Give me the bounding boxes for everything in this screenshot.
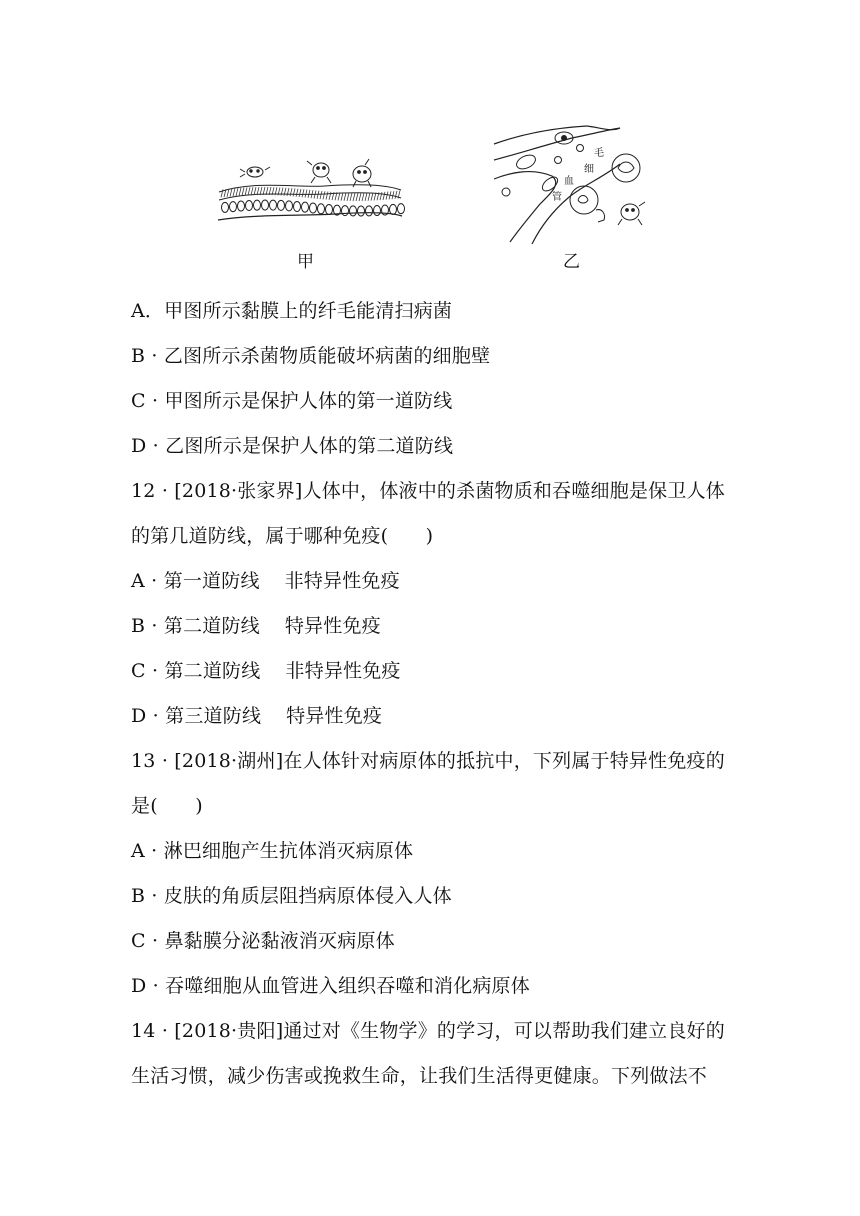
q12-option-b: B · 第二道防线 特异性免疫	[131, 615, 381, 637]
q11-option-c: C · 甲图所示是保护人体的第一道防线	[131, 390, 453, 412]
q12-option-d: D · 第三道防线 特异性免疫	[131, 705, 383, 727]
figure-label-yi: 乙	[563, 252, 580, 272]
q11-option-d: D · 乙图所示是保护人体的第二道防线	[131, 435, 454, 457]
q11-option-a: A．甲图所示黏膜上的纤毛能清扫病菌	[131, 300, 453, 322]
vessel-char-3: 血	[564, 176, 574, 187]
figure-mucosa-cilia	[215, 150, 405, 230]
q13-option-a: A · 淋巴细胞产生抗体消灭病原体	[131, 840, 414, 862]
q12-stem-line2: 的第几道防线，属于哪种免疫( )	[131, 525, 434, 547]
q12-option-a: A · 第一道防线 非特异性免疫	[131, 570, 400, 592]
q14-stem-line2: 生活习惯，减少伤害或挽救生命，让我们生活得更健康。下列做法不	[131, 1065, 708, 1087]
q13-option-b: B · 皮肤的角质层阻挡病原体侵入人体	[131, 885, 452, 907]
q14-stem-line1: 14 · [2018·贵阳]通过对《生物学》的学习，可以帮助我们建立良好的	[131, 1020, 725, 1042]
figure-capillary-phagocytes	[492, 124, 652, 246]
q13-option-d: D · 吞噬细胞从血管进入组织吞噬和消化病原体	[131, 975, 530, 997]
q11-option-b: B · 乙图所示杀菌物质能破坏病菌的细胞壁	[131, 345, 491, 367]
q13-stem-line1: 13 · [2018·湖州]在人体针对病原体的抵抗中，下列属于特异性免疫的	[131, 750, 725, 772]
q12-stem-line1: 12 · [2018·张家界]人体中，体液中的杀菌物质和吞噬细胞是保卫人体	[131, 480, 725, 502]
vessel-char-2: 细	[584, 164, 594, 175]
q13-stem-line2: 是( )	[131, 795, 203, 817]
q13-option-c: C · 鼻黏膜分泌黏液消灭病原体	[131, 930, 395, 952]
q12-option-c: C · 第二道防线 非特异性免疫	[131, 660, 401, 682]
figure-label-jia: 甲	[297, 252, 314, 272]
vessel-char-4: 管	[552, 192, 562, 203]
vessel-char-1: 毛	[594, 148, 604, 159]
